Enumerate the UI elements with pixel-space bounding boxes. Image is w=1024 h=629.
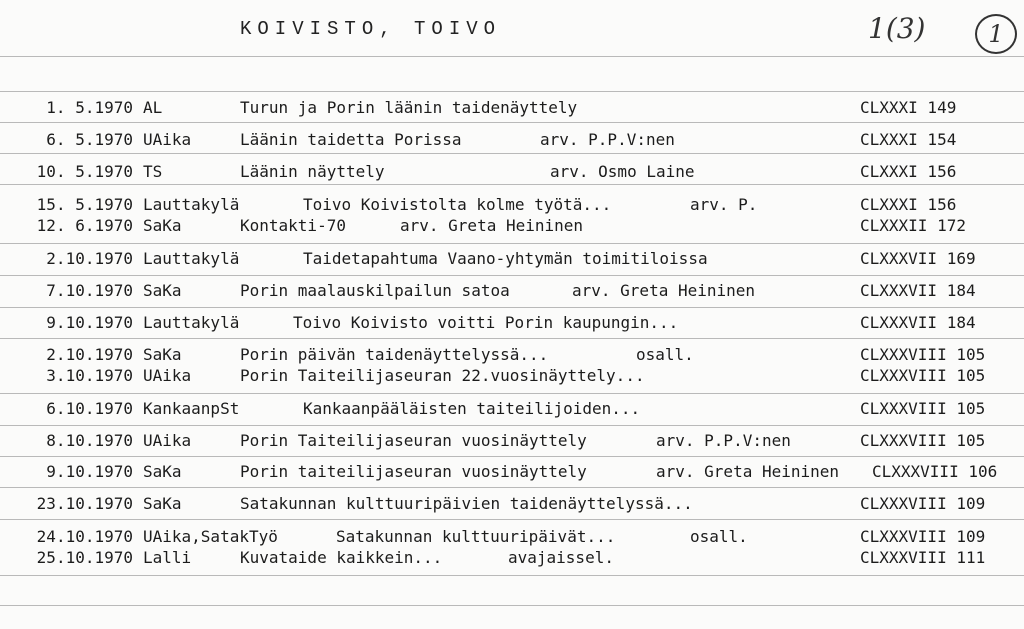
entry-date: 3.10.1970 [46, 366, 133, 385]
list-item [0, 548, 1024, 570]
entry-ref: CLXXXVIII 111 [860, 548, 986, 567]
rule-line [0, 184, 1024, 185]
rule-line [0, 91, 1024, 92]
rule-line [0, 519, 1024, 520]
entry-note: osall. [636, 345, 694, 364]
rule-line [0, 338, 1024, 339]
entry-source: AL [143, 98, 163, 117]
entry-ref: CLXXXVIII 105 [860, 431, 986, 450]
entry-ref: CLXXXVII 184 [860, 313, 976, 332]
entry-title: Taidetapahtuma Vaano-yhtymän toimitiloissa [303, 249, 708, 268]
entry-note: arv. Greta Heininen [572, 281, 756, 300]
list-item [0, 366, 1024, 388]
entry-title: Toivo Koivistolta kolme työtä... [303, 195, 612, 214]
entry-ref: CLXXXI 156 [860, 195, 957, 214]
entry-date: 9.10.1970 [46, 462, 133, 481]
rule-line [0, 605, 1024, 606]
entry-source: Lauttakylä [143, 313, 240, 332]
entry-source: Lauttakylä [143, 195, 240, 214]
list-item [0, 249, 1024, 271]
rule-line [0, 275, 1024, 276]
entry-date: 24.10.1970 [36, 527, 133, 546]
list-item [0, 431, 1024, 453]
entry-date: 8.10.1970 [46, 431, 133, 450]
entry-source: TS [143, 162, 163, 181]
entry-ref: CLXXXVIII 106 [872, 462, 998, 481]
list-item [0, 162, 1024, 184]
list-item [0, 494, 1024, 516]
entry-source: SaKa [143, 494, 182, 513]
entry-ref: CLXXXI 154 [860, 130, 957, 149]
list-item [0, 281, 1024, 303]
entry-source: UAika [143, 366, 192, 385]
entry-title: Porin Taiteilijaseuran 22.vuosinäyttely... [240, 366, 645, 385]
circled-number-mark: 1 [975, 14, 1017, 54]
entry-date: 7.10.1970 [46, 281, 133, 300]
entry-source: UAika,SatakTyö [143, 527, 278, 546]
list-item [0, 527, 1024, 549]
entry-title: Toivo Koivisto voitti Porin kaupungin... [293, 313, 679, 332]
rule-line [0, 425, 1024, 426]
list-item [0, 462, 1024, 484]
list-item [0, 345, 1024, 367]
card-title: KOIVISTO, TOIVO [240, 18, 502, 40]
entry-title: Kuvataide kaikkein... [240, 548, 443, 567]
list-item [0, 313, 1024, 335]
entry-ref: CLXXXI 156 [860, 162, 957, 181]
entry-ref: CLXXXVII 184 [860, 281, 976, 300]
entry-note: avajaissel. [508, 548, 614, 567]
rule-line [0, 56, 1024, 57]
entry-title: Satakunnan kulttuuripäivien taidenäyttelyssä... [240, 494, 693, 513]
entry-source: KankaanpSt [143, 399, 240, 418]
rule-line [0, 393, 1024, 394]
entry-date: 6. 5.1970 [46, 130, 133, 149]
entry-note: arv. Greta Heininen [656, 462, 840, 481]
entry-date: 1. 5.1970 [46, 98, 133, 117]
entry-source: Lalli [143, 548, 192, 567]
rule-line [0, 487, 1024, 488]
entry-ref: CLXXXVIII 105 [860, 345, 986, 364]
list-item [0, 195, 1024, 217]
entry-source: UAika [143, 431, 192, 450]
entry-date: 12. 6.1970 [36, 216, 133, 235]
entry-source: UAika [143, 130, 192, 149]
list-item [0, 399, 1024, 421]
rule-line [0, 575, 1024, 576]
entry-title: Kontakti-70 [240, 216, 346, 235]
entry-date: 10. 5.1970 [36, 162, 133, 181]
entry-title: Turun ja Porin läänin taidenäyttely [240, 98, 578, 117]
entry-ref: CLXXXI 149 [860, 98, 957, 117]
entry-date: 23.10.1970 [36, 494, 133, 513]
entry-date: 2.10.1970 [46, 249, 133, 268]
entry-note: arv. P.P.V:nen [540, 130, 675, 149]
rule-line [0, 456, 1024, 457]
entry-title: Läänin näyttely [240, 162, 385, 181]
entry-title: Läänin taidetta Porissa [240, 130, 462, 149]
entry-title: Kankaanpääläisten taiteilijoiden... [303, 399, 641, 418]
entry-source: SaKa [143, 281, 182, 300]
entry-note: arv. Osmo Laine [550, 162, 695, 181]
entry-ref: CLXXXVIII 105 [860, 399, 986, 418]
entry-date: 25.10.1970 [36, 548, 133, 567]
entry-ref: CLXXXVIII 109 [860, 527, 986, 546]
entry-date: 9.10.1970 [46, 313, 133, 332]
list-item [0, 216, 1024, 238]
entry-date: 6.10.1970 [46, 399, 133, 418]
page-number-mark: 1(3) [868, 12, 926, 45]
entry-note: arv. P. [690, 195, 758, 214]
rule-line [0, 243, 1024, 244]
list-item [0, 98, 1024, 120]
entry-ref: CLXXXVIII 109 [860, 494, 986, 513]
entry-ref: CLXXXII 172 [860, 216, 966, 235]
list-item [0, 130, 1024, 152]
entry-ref: CLXXXVIII 105 [860, 366, 986, 385]
entry-title: Porin Taiteilijaseuran vuosinäyttely [240, 431, 587, 450]
entry-source: SaKa [143, 216, 182, 235]
entry-title: Satakunnan kulttuuripäivät... [336, 527, 616, 546]
entry-source: Lauttakylä [143, 249, 240, 268]
entry-title: Porin taiteilijaseuran vuosinäyttely [240, 462, 587, 481]
entry-source: SaKa [143, 345, 182, 364]
entry-note: arv. P.P.V:nen [656, 431, 791, 450]
rule-line [0, 307, 1024, 308]
entry-date: 2.10.1970 [46, 345, 133, 364]
entry-note: osall. [690, 527, 748, 546]
rule-line [0, 153, 1024, 154]
entry-title: Porin maalauskilpailun satoa [240, 281, 510, 300]
entry-note: arv. Greta Heininen [400, 216, 584, 235]
entry-date: 15. 5.1970 [36, 195, 133, 214]
entry-title: Porin päivän taidenäyttelyssä... [240, 345, 549, 364]
entry-ref: CLXXXVII 169 [860, 249, 976, 268]
rule-line [0, 122, 1024, 123]
entry-source: SaKa [143, 462, 182, 481]
